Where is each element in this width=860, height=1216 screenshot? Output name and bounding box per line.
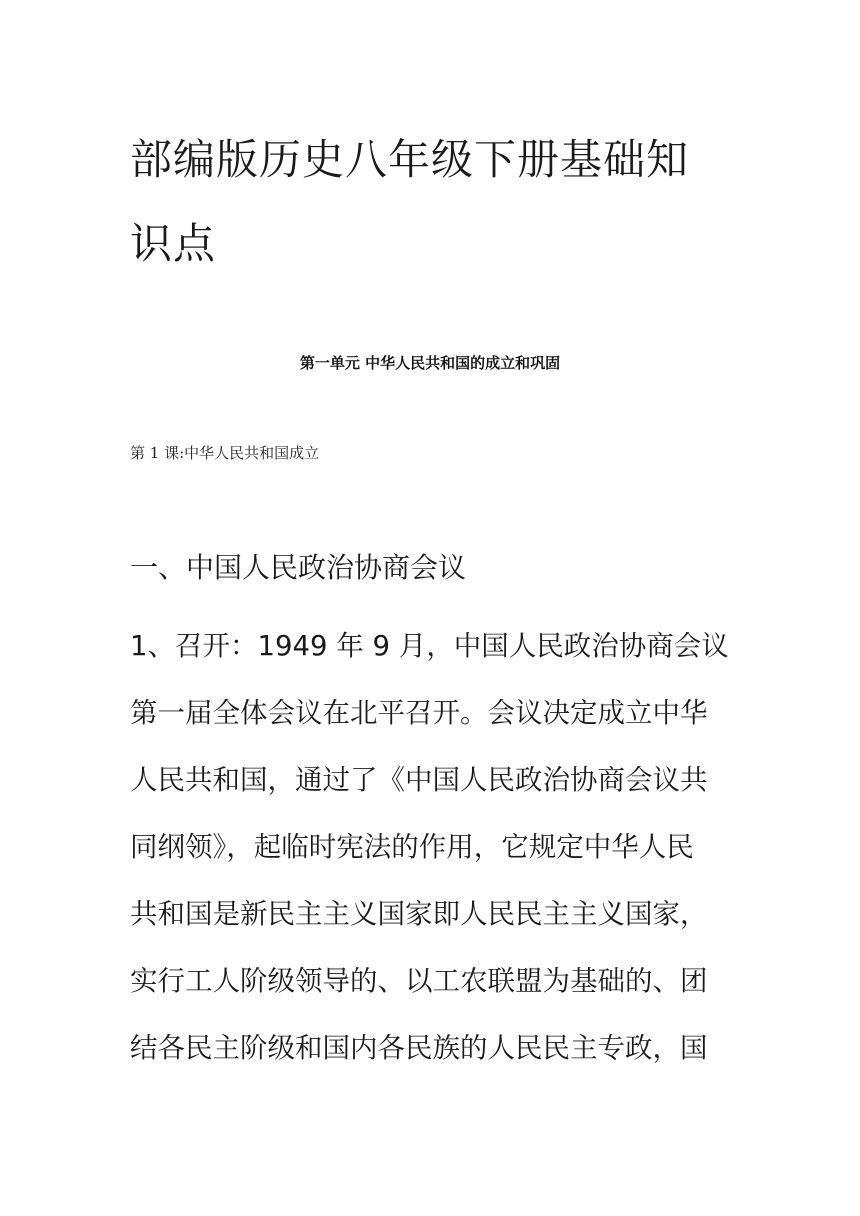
body-line: 第一届全体会议在北平召开。会议决定成立中华 — [130, 697, 708, 729]
body-line: 同纲领》，起临时宪法的作用，它规定中华人民 — [130, 831, 694, 863]
body-line: 1、召开：1949 年 9 月，中国人民政治协商会议 — [130, 630, 729, 662]
body-line: 共和国是新民主主义国家即人民民主主义国家， — [130, 898, 708, 930]
body-line: 实行工人阶级领导的、以工农联盟为基础的、团 — [130, 965, 708, 997]
lesson-heading: 第 1 课:中华人民共和国成立 — [130, 444, 320, 462]
body-paragraph — [130, 613, 730, 1082]
section-heading: 一、中国人民政治协商会议 — [130, 551, 467, 584]
body-line: 人民共和国，通过了《中国人民政治协商会议共 — [130, 764, 708, 796]
unit-heading: 第一单元 中华人民共和国的成立和巩固 — [299, 354, 561, 372]
document-title: 部编版历史八年级下册基础知识点 — [130, 135, 690, 268]
body-line: 结各民主阶级和国内各民族的人民民主专政，国 — [130, 1032, 708, 1064]
